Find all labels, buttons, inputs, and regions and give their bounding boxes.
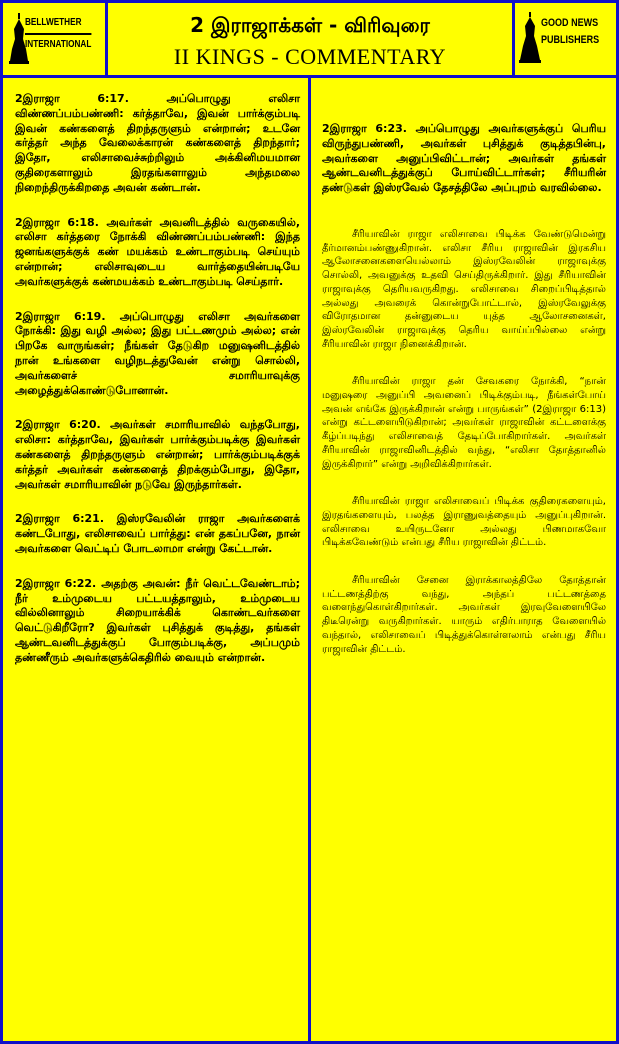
bible-verse: 2இராஜா 6:17. அப்பொழுது எலிசா விண்ணப்பம்பண்ணி: கர்த்தாவே, இவன் பார்க்கும்படி இவன் கண்களைத் திறந்தருளும் என்றான்; உடனே கர்த்தர் அந்த வேலைக்காரன் கண்களைத் திறந்தார்; இதோ, எலிசாவைச்சுற்றிலும் அக்கினிமயமான குதிரைகளாலும் இரதங்களாலும் அந்தமலை நிறைந்திருக்கிறதை அவன் கண்டான். [15, 92, 300, 194]
good-news-logo-panel [515, 3, 616, 75]
logo-name-line: BELLWETHER [25, 17, 82, 28]
commentary-paragraph: சீரியாவின் சேனை இராக்காலத்திலே தோத்தான் பட்டணத்திற்கு வந்து, அந்தப் பட்டணத்தை வளைந்துகொள்கிறார்கள். அவர்கள் இரவுவேளையிலே திடீரென்று வருகிறார்கள். யாரும் எதிர்பாராத வேளையில் வந்தால், எலிசாவைப் பிடித்துக்கொள்ளலாம் என்பது சீரிய ராஜாவின் திட்டம். [322, 575, 606, 655]
page-title-panel [108, 3, 512, 75]
good-news-logo-icon [519, 12, 541, 66]
commentary-paragraph: சீரியாவின் ராஜா எலிசாவைப் பிடிக்க குதிரைகளையும், இரதங்களையும், பலத்த இராணுவத்தையும் அனுப்புகிறான். எலிசாவை உயிருடனோ அல்லது பிணமாகவோ பிடிக்கவேண்டும் என்பது சீரிய ராஜாவின் திட்டம். [322, 496, 606, 549]
logo-name-line: PUBLISHERS [541, 34, 600, 46]
bible-verse: 2இராஜா 6:18. அவர்கள் அவனிடத்தில் வருகையில், எலிசா கர்த்தரை நோக்கி விண்ணப்பம்பண்ணி: இந்த ஜனங்களுக்குக் கண் மயக்கம் உண்டாகும்படி செய்யும் என்றான்; எலிசாவுடைய வார்த்தையின்படியே அவர்களுக்குக் கண்மயக்கம் உண்டாகும்படி செய்தார். [15, 215, 300, 288]
logo-name-line: INTERNATIONAL [25, 33, 91, 55]
page-title-english: II KINGS - COMMENTARY [173, 44, 447, 69]
bible-verse: 2இராஜா 6:21. இஸ்ரவேலின் ராஜா அவர்களைக் கண்டபோது, எலிசாவைப் பார்த்து: என் தகப்பனே, நான் அவர்களை வெட்டிப் போடலாமா என்று கேட்டான். [15, 512, 300, 555]
bible-verse: 2இராஜா 6:22. அதற்கு அவன்: நீர் வெட்டவேண்டாம்; நீர் உம்முடைய பட்டயத்தாலும், உம்முடைய வில்லினாலும் சிறையாக்கிக் கொண்டவர்களை வெட்டுகிறீரோ? இவர்கள் புசித்துக் குடித்து, தங்கள் ஆண்டவனிடத்துக்குப் போகும்படிக்கு, அப்பமும் தண்ணீரும் அவர்களுக்கெதிரில் வையும் என்றான். [15, 576, 300, 664]
bellwether-logo-text [25, 13, 91, 55]
good-news-logo-text [541, 15, 599, 49]
bellwether-logo-panel [3, 3, 105, 75]
bible-verse: 2இராஜா 6:19. அப்பொழுது எலிசா அவர்களை நோக்கி: இது வழி அல்ல; இது பட்டணமும் அல்ல; என் பிறகே வாருங்கள்; நீங்கள் தேடுகிற மனுஷனிடத்தில் நான் உங்களை வழிநடத்துவேன் என்று சொல்லி, அவர்களைச் சமாரியாவுக்கு அழைத்துக்கொண்டுபோனான். [15, 309, 300, 397]
logo-name-line: GOOD NEWS [541, 17, 599, 29]
bible-verse: 2இராஜா 6:23. அப்பொழுது அவர்களுக்குப் பெரிய விருந்துபண்ணி, அவர்கள் புசித்துக் குடித்தபின்பு, அவர்களை அனுப்பிவிட்டான்; அவர்கள் தங்கள் ஆண்டவனிடத்துக்குப் போய்விட்டார்கள்; சீரியரின் தண்டுகள் இஸ்ரவேல் தேசத்திலே அப்புறம் வரவில்லை. [322, 122, 606, 195]
commentary-paragraph: சீரியாவின் ராஜா தன் சேவகரை நோக்கி, “நான் மனுஷரை அனுப்பி அவனைப் பிடிக்கும்படி, நீங்கள்போய் அவன் எங்கே இருக்கிறான் என்று பாருங்கள்” (2இராஜா 6:13) என்று கட்டளையிடுகிறான்; அவர்கள் ராஜாவின் கட்டளைக்கு கீழ்ப்படிந்து எலிசாவைத் தேடிப்போகிறார்கள். அவர்கள் சீரியாவின் ராஜாவினிடத்தில் வந்து, “எலிசா தோத்தானில் இருக்கிறார்” என்று அறிவிக்கிறார்கள். [322, 376, 606, 470]
right-column [311, 78, 616, 1041]
commentary-paragraph: சீரியாவின் ராஜா எலிசாவை பிடிக்க வேண்டுமென்று தீர்மானம்பண்ணுகிறான். எலிசா சீரிய ராஜாவின் இரகசிய ஆலோசனைகளையெல்லாம் இஸ்ரவேலின் ராஜாவுக்கு சொல்லி, அவனுக்கு உதவி செய்திருக்கிறார். இது சீரியாவின் ராஜாவுக்கு தெரியவருகிறது. எலிசாவை சிறைப்பிடித்தால் அல்லது அவரைக் கொன்றுபோட்டால், இஸ்ரவேலுக்கு விரோதமான தன்னுடைய யுத்த ஆலோசனைகள், இஸ்ரவேலின் ராஜாவுக்கு தெரிய வாய்ப்பில்லை என்று சீரியாவின் ராஜா நினைக்கிறான். [322, 228, 606, 350]
bible-verse: 2இராஜா 6:20. அவர்கள் சமாரியாவில் வந்தபோது, எலிசா: கர்த்தாவே, இவர்கள் பார்க்கும்படிக்கு இவர்கள் கண்களைத் திறந்தருளும் என்றான்; பார்க்கும்படிக்குக் கர்த்தர் அவர்கள் கண்களைத் திறக்கும்போது, இதோ, அவர்கள் சமாரியாவின் நடுவே இருந்தார்கள். [15, 418, 300, 491]
page-title-tamil: 2 இராஜாக்கள் - விரிவுரை [190, 13, 430, 37]
left-column [3, 78, 308, 1041]
